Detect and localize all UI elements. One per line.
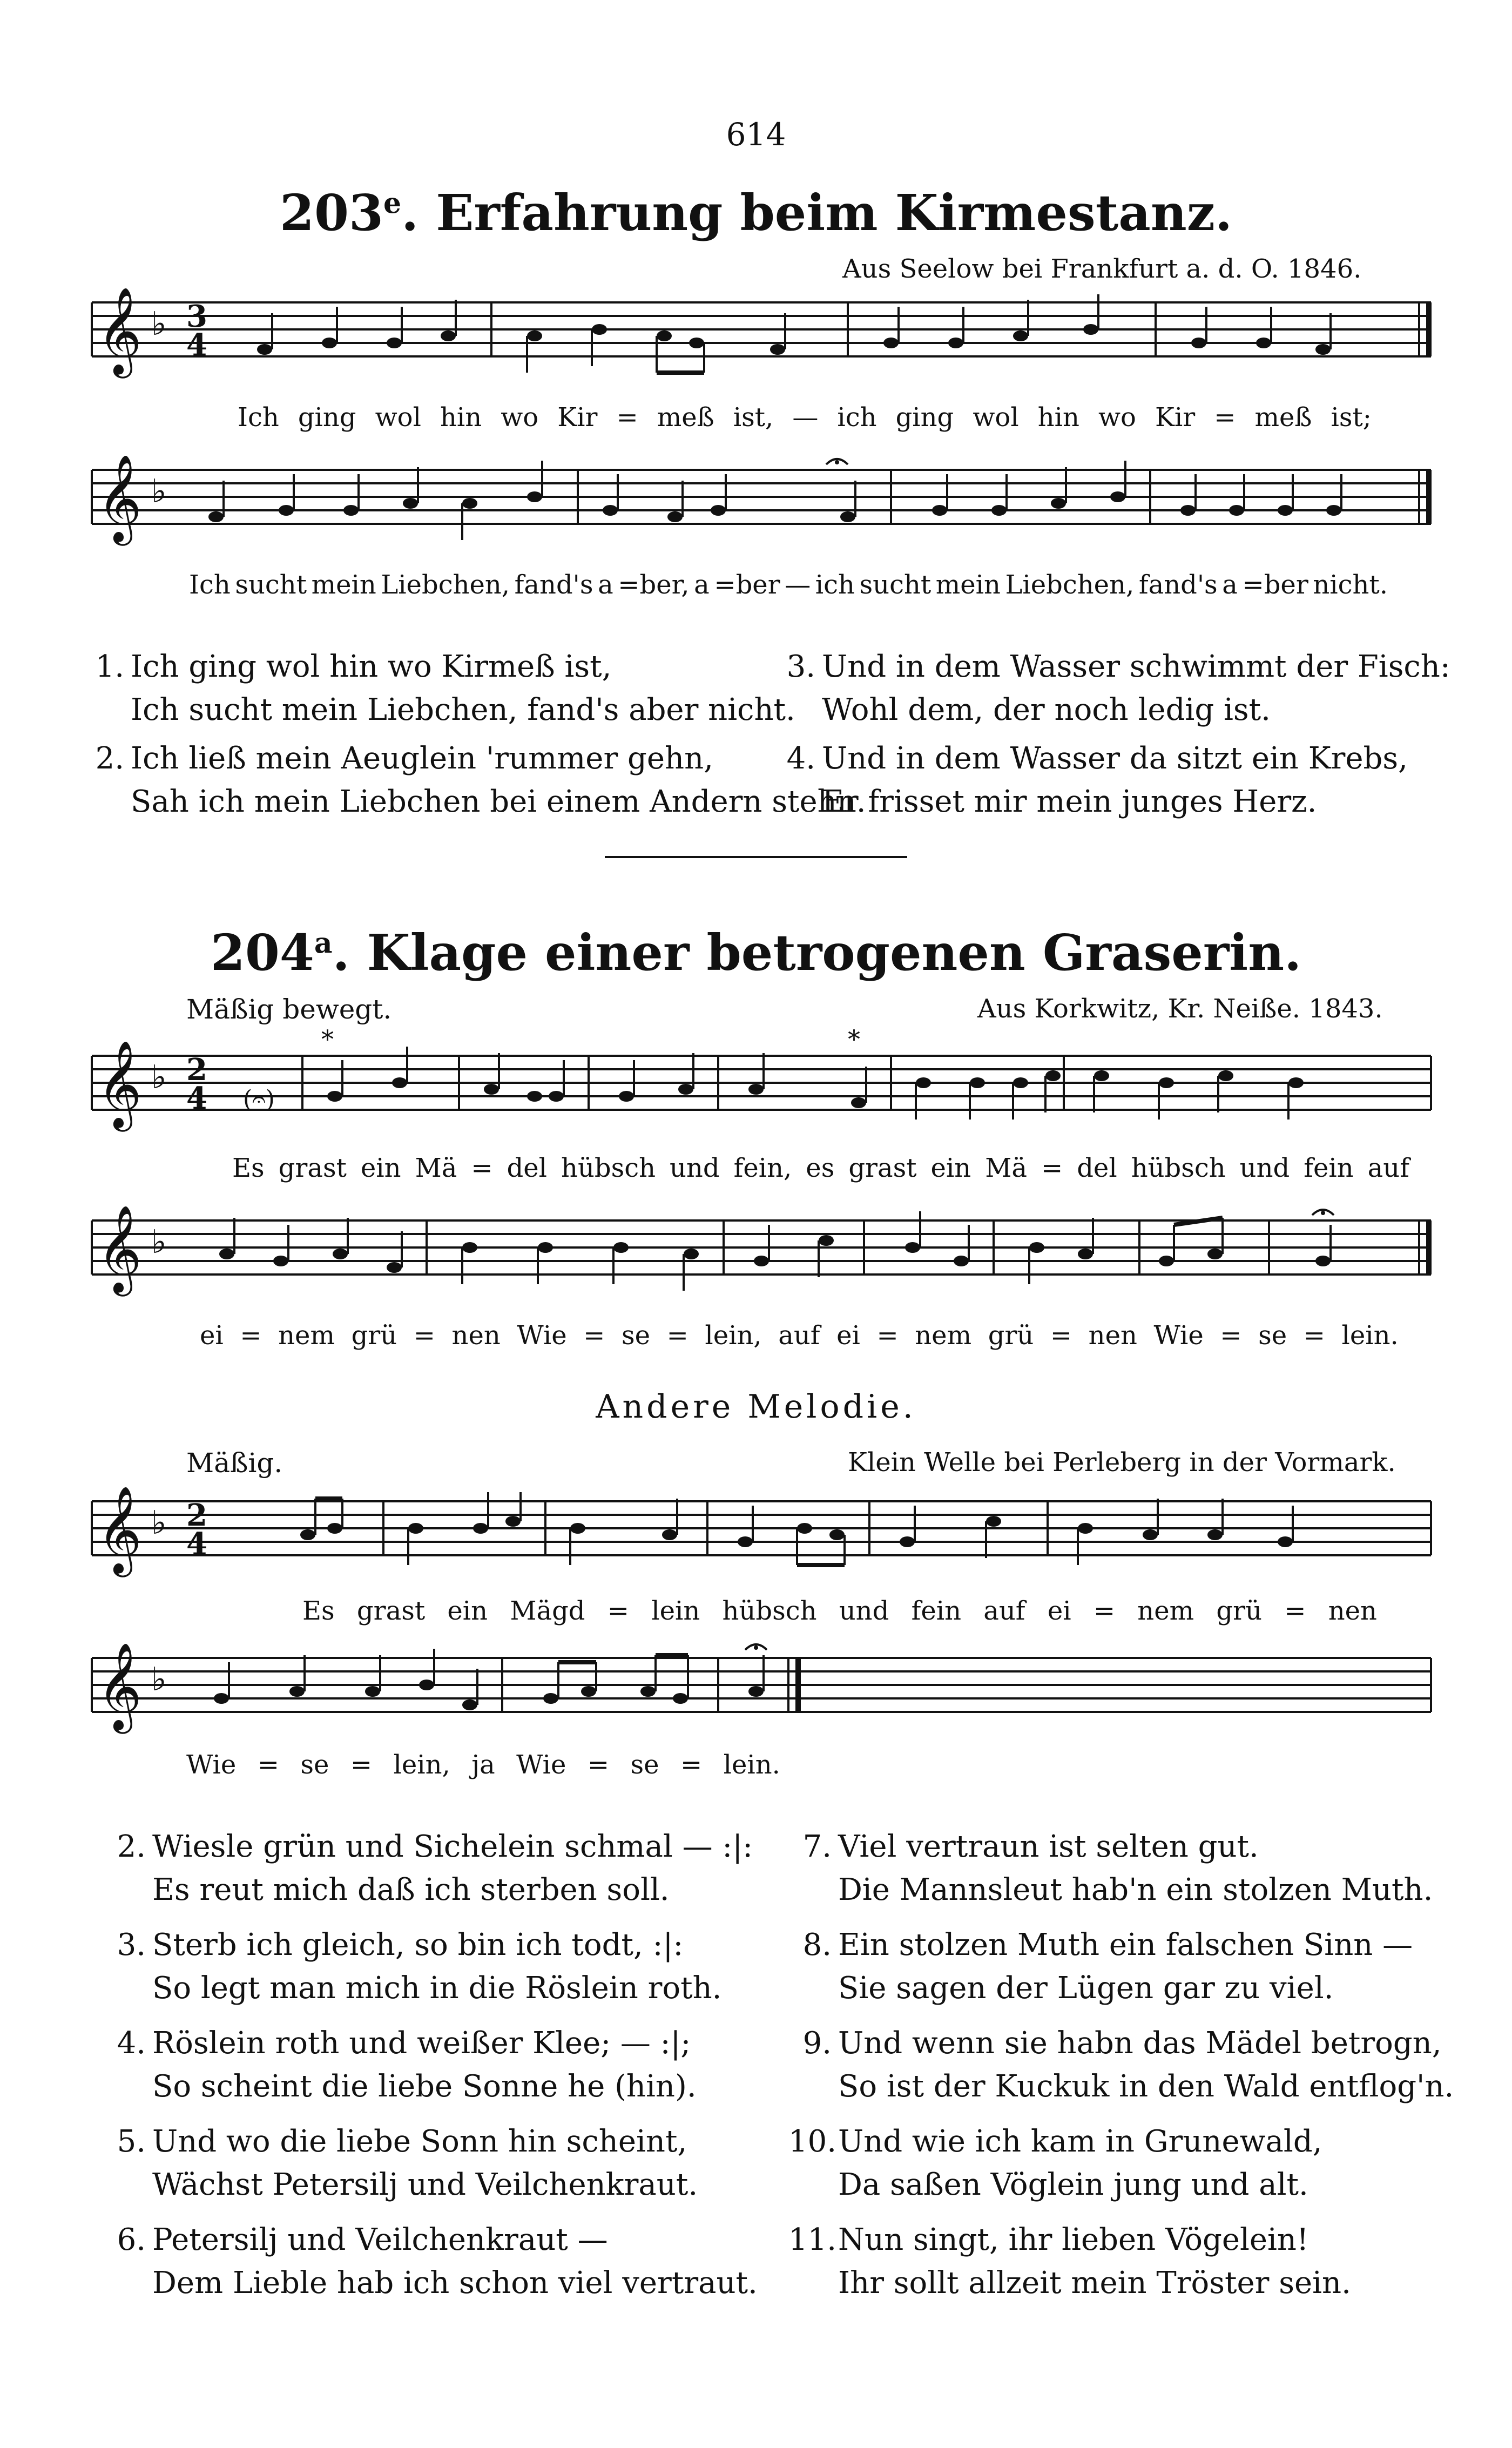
tempo-marking: Mäßig. bbox=[186, 1447, 283, 1479]
svg-text:𝄞: 𝄞 bbox=[97, 1040, 142, 1128]
svg-text:𝄞: 𝄞 bbox=[97, 1486, 142, 1574]
svg-text:*: * bbox=[321, 1024, 334, 1054]
verse-block: 2. Wiesle grün und Sichelein schmal — :|: Es reut mich daß ich sterben soll. 3. Sterb ich gleich, so bin ich todt, :|: So legt man mich in die Röslein roth. 4. Röslein roth und weißer Klee; — :|; So scheint die liebe Sonne he (hin). 5. Und wo die liebe Sonn hin scheint, Wächst Petersilj und Veilchenkraut. 6. Petersilj und Veilchenkraut — Dem Lieble hab ich schon viel vertraut. bbox=[117, 1829, 758, 2301]
svg-text:♭: ♭ bbox=[151, 473, 167, 510]
svg-text:4: 4 bbox=[186, 327, 207, 363]
svg-text:♭: ♭ bbox=[151, 1504, 167, 1542]
lyrics-line: Es grast ein Mä = del hübsch und fein, es grast ein Mä = del hübsch und fein auf bbox=[232, 1153, 1409, 1183]
svg-text:𝄞: 𝄞 bbox=[97, 287, 142, 375]
svg-text:4: 4 bbox=[186, 1081, 207, 1116]
music-staff bbox=[81, 1205, 1442, 1307]
song-suffix: e bbox=[383, 187, 402, 220]
lyrics-line: Ich ging wol hin wo Kir = meß ist, — ich ging wol hin wo Kir = meß ist; bbox=[238, 402, 1372, 433]
song-204-heading: 204$^a$. Klage einer betrogenen Graserin. bbox=[210, 923, 1302, 982]
song-title: Klage einer betrogenen Graserin. bbox=[367, 923, 1302, 982]
song-number: 203 bbox=[280, 184, 384, 242]
verse-block: 1. Ich ging wol hin wo Kirmeß ist, Ich sucht mein Liebchen, fand's aber nicht. 2. Ich ließ mein Aeuglein 'rummer gehn, Sah ich mein Liebchen bei einem Andern stehn. bbox=[95, 649, 866, 819]
section-divider bbox=[605, 856, 907, 858]
lyrics-line: Ich sucht mein Liebchen, fand's a =ber, a =ber — ich sucht mein Liebchen, fand's a =ber nicht. bbox=[189, 570, 1388, 600]
alternative-melody-heading: Andere Melodie. bbox=[596, 1388, 916, 1426]
svg-text:♭: ♭ bbox=[151, 1661, 167, 1698]
svg-text:3: 3 bbox=[186, 299, 207, 334]
page-number: 614 bbox=[726, 116, 786, 153]
song-title: Erfahrung beim Kirmestanz. bbox=[436, 184, 1232, 242]
svg-text:♭: ♭ bbox=[151, 1223, 167, 1261]
verse-block: 7. Viel vertraun ist selten gut. Die Mannsleut hab'n ein stolzen Muth. 8. Ein stolzen Muth ein falschen Sinn — Sie sagen der Lügen gar zu viel. 9. Und wenn sie habn das Mädel betrogn, So ist der Kuckuk in den Wald entflog'n. 10.Und wie ich kam in Grunewald, Da saßen Vöglein jung und alt. 11.Nun singt, ihr lieben Vögelein! Ihr sollt allzeit mein Tröster sein. bbox=[788, 1829, 1454, 2301]
svg-text:𝄞: 𝄞 bbox=[97, 454, 142, 542]
lyrics-line: Wie = se = lein, ja Wie = se = lein. bbox=[186, 1750, 780, 1780]
song-origin: Aus Korkwitz, Kr. Neiße. 1843. bbox=[977, 994, 1383, 1024]
lyrics-line: Es grast ein Mägd = lein hübsch und fein auf ei = nem grü = nen bbox=[302, 1596, 1377, 1626]
song-203-heading: 203e. Erfahrung beim Kirmestanz. bbox=[280, 184, 1232, 242]
song-origin: Klein Welle bei Perleberg in der Vormark. bbox=[848, 1447, 1396, 1478]
key-signature-flat: ♭ bbox=[151, 305, 167, 343]
svg-text:(𝄐): (𝄐) bbox=[243, 1085, 275, 1113]
music-staff bbox=[81, 454, 1442, 556]
svg-text:2: 2 bbox=[186, 1498, 207, 1533]
svg-text:𝄞: 𝄞 bbox=[97, 1205, 142, 1293]
lyrics-line: ei = nem grü = nen Wie = se = lein, auf ei = nem grü = nen Wie = se = lein. bbox=[200, 1320, 1399, 1351]
svg-text:4: 4 bbox=[186, 1526, 207, 1562]
music-staff bbox=[81, 1486, 1442, 1588]
song-number: 204 bbox=[210, 923, 314, 982]
music-staff bbox=[81, 1024, 1442, 1142]
song-suffix: a bbox=[314, 927, 333, 960]
verse-block: 3. Und in dem Wasser schwimmt der Fisch: Wohl dem, der noch ledig ist. 4. Und in dem Wasser da sitzt ein Krebs, Er frisset mir mein junges Herz. bbox=[786, 649, 1450, 819]
music-staff bbox=[81, 1642, 1442, 1744]
tempo-marking: Mäßig bewegt. bbox=[186, 994, 392, 1025]
svg-text:2: 2 bbox=[186, 1052, 207, 1088]
song-origin: Aus Seelow bei Frankfurt a. d. O. 1846. bbox=[842, 254, 1362, 284]
svg-text:♭: ♭ bbox=[151, 1058, 167, 1096]
music-staff bbox=[81, 287, 1442, 389]
svg-text:𝄞: 𝄞 bbox=[97, 1642, 142, 1730]
svg-text:*: * bbox=[848, 1024, 860, 1054]
